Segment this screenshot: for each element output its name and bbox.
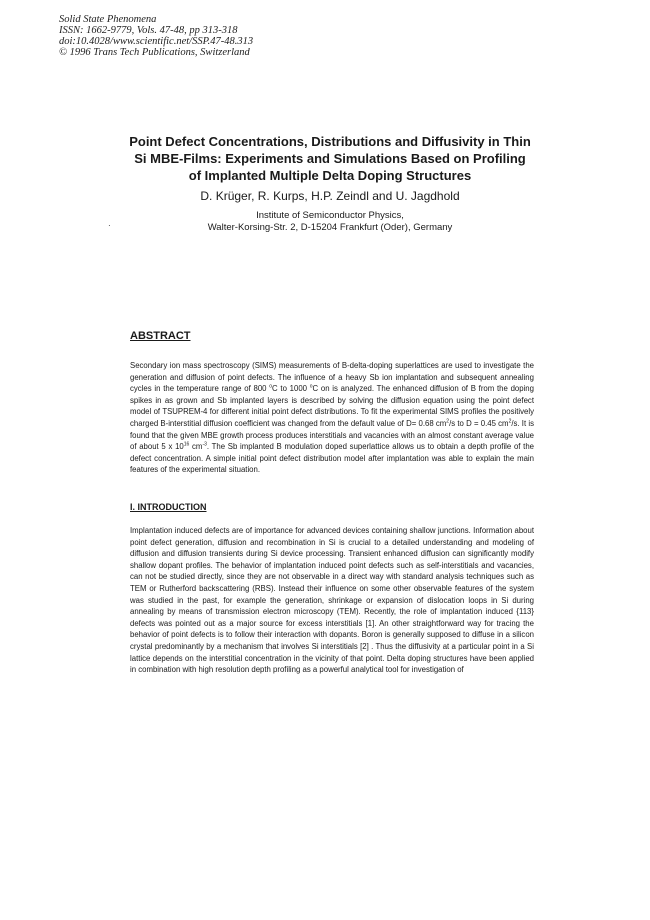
introduction-heading: I. INTRODUCTION [130,502,207,512]
copyright-line: © 1996 Trans Tech Publications, Switzerland [59,47,250,58]
author-list: D. Krüger, R. Kurps, H.P. Zeindl and U. Jagdhold [200,189,460,203]
journal-header [59,14,253,58]
scan-speck: · [108,221,111,230]
paper-title [120,133,540,184]
doi-line: doi:10.4028/www.scientific.net/SSP.47-48.313 [59,36,254,47]
affiliation-institute: Institute of Semiconductor Physics, [256,210,404,221]
abstract-heading: ABSTRACT [130,330,191,342]
abstract-body [130,360,534,476]
introduction-body [130,525,534,676]
abstract-text: Secondary ion mass spectroscopy (SIMS) measurements of B-delta-doping superlattices are used to investigate the generation and diffusion of point defects. The influence of a heavy Sb ion implantation and subsequent annealing cycles in the temperature range of 800 $^o$C to 1000 $^o$C on is analyzed. The enhanced diffusion of B from the doping spikes in as grown and Sb implanted layers is described by solving the diffusion equation using the point defect model of TSUPREM-4 for different initial point defect distributions. To fit the experimental SIMS profiles the positively charged B-interstitial diffusion coefficient was changed from the default value of D= 0.68 $cm^2/s$ to D = 0.45 $cm^2/s$. It is found that the given MBE growth process produces interstitials and vacancies with an almost constant average value of about 5 x $10^{16}$ $cm^{-3}$. The Sb implanted B modulation doped superlattice allows us to obtain a depth profile of the defect concentration. A simple initial point defect distribution model after implantation was able to explain the main features of the experimental situation. [130,361,535,475]
introduction-text: Implantation induced defects are of importance for advanced devices containing shallow junctions. Information about point defect generation, diffusion and recombination in Si is crucial to a detailed understanding and modeling of diffusion and diffusion transients during Si device processing. Transient enhanced diffusion can significantly modify shallow dopant profiles. The behavior of implantation induced point defects such as self-interstitials and vacancies, can not be studied directly, since they are not observable in a direct way with standard analysis techniques such as TEM or Rutherford backscattering (RBS). Instead their influence on some other observable features of the system was studied in the past, for example the generation, shrinkage or expansion of dislocation loops in Si during annealing by means of transmission electron microscopy (TEM). Recently, the role of implantation induced {113} defects was pointed out as a major source for excess interstitials [1]. An other straightforward way for tracing the behavior of point defects is to follow their interaction with dopants. Boron is generally supposed to diffuse in a silicon crystal predominantly by a mechanism that involves Si interstitials [2] . Thus the diffusivity at a particular point in a Si lattice depends on the interstitial concentration in the vicinity of that point. Delta doping structures have been applied in combination with high resolution depth profiling as a powerful analytical tool for investigation of [130,526,534,675]
issn-line: ISSN: 1662-9779, Vols. 47-48, pp 313-318 [59,25,238,36]
title-line-3: of Implanted Multiple Delta Doping Structures [188,168,472,183]
title-line-1: Point Defect Concentrations, Distributions and Diffusivity in Thin [129,134,531,149]
journal-name: Solid State Phenomena [59,14,157,25]
title-line-2: Si MBE-Films: Experiments and Simulations Based on Profiling [134,151,526,166]
affiliation-address: Walter-Korsing-Str. 2, D-15204 Frankfurt (Oder), Germany [207,222,453,233]
affiliation [120,210,540,234]
